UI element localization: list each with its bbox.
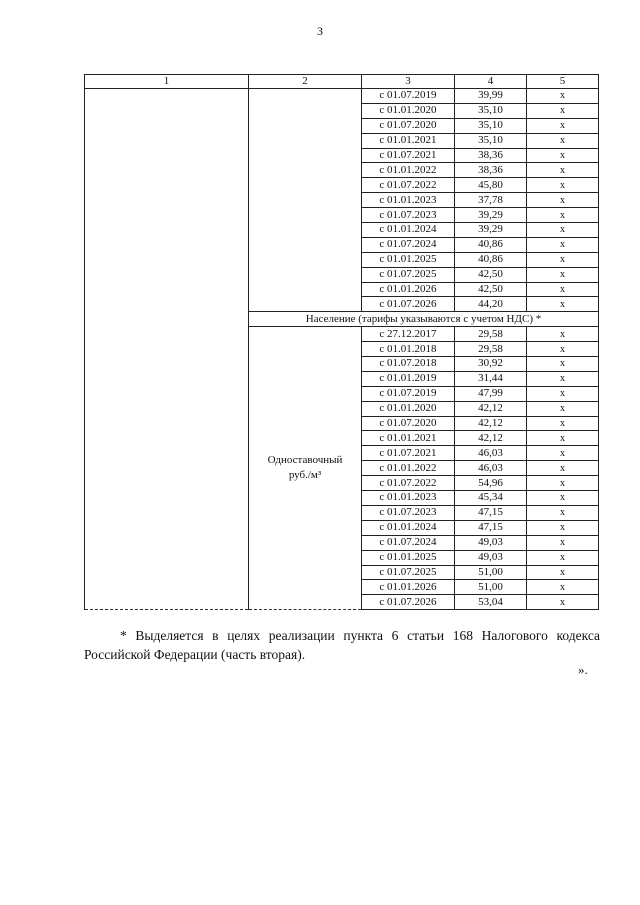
column-header-5: 5 [527, 75, 599, 89]
vat-cell: х [527, 178, 599, 193]
tariff-value-cell: 45,80 [455, 178, 527, 193]
page-number: 3 [317, 24, 323, 38]
tariff-period-cell: с 01.01.2025 [362, 550, 455, 565]
tariff-table [84, 74, 599, 610]
tariff-value-cell: 53,04 [455, 595, 527, 610]
tariff-period-cell: с 01.07.2023 [362, 505, 455, 520]
vat-cell: х [527, 431, 599, 446]
tariff-value-cell: 47,15 [455, 505, 527, 520]
tariff-value-cell: 35,10 [455, 133, 527, 148]
tariff-period-cell: с 01.01.2024 [362, 223, 455, 238]
tariff-period-cell: с 01.07.2019 [362, 386, 455, 401]
vat-cell: х [527, 357, 599, 372]
tariff-period-cell: с 01.07.2023 [362, 208, 455, 223]
tariff-period-cell: с 01.07.2026 [362, 297, 455, 312]
tariff-period-cell: с 01.01.2025 [362, 252, 455, 267]
tariff-period-cell: с 01.07.2022 [362, 476, 455, 491]
tariff-period-cell: с 01.07.2025 [362, 565, 455, 580]
tariff-period-cell: с 01.01.2021 [362, 133, 455, 148]
vat-cell: х [527, 595, 599, 610]
vat-cell: х [527, 565, 599, 580]
vat-cell: х [527, 520, 599, 535]
tariff-period-cell: с 01.01.2023 [362, 193, 455, 208]
tariff-value-cell: 35,10 [455, 103, 527, 118]
column-header-3: 3 [362, 75, 455, 89]
tariff-period-cell: с 01.07.2021 [362, 446, 455, 461]
vat-cell: х [527, 386, 599, 401]
tariff-value-cell: 29,58 [455, 342, 527, 357]
tariff-value-cell: 39,99 [455, 89, 527, 104]
tariff-value-cell: 37,78 [455, 193, 527, 208]
closing-quote-mark: ». [578, 662, 588, 677]
organization-cell [85, 89, 249, 610]
tariff-period-cell: с 01.07.2020 [362, 416, 455, 431]
vat-cell: х [527, 550, 599, 565]
tariff-value-cell: 49,03 [455, 550, 527, 565]
tariff-period-cell: с 01.01.2022 [362, 163, 455, 178]
tariff-value-cell: 42,50 [455, 267, 527, 282]
vat-cell: х [527, 580, 599, 595]
tariff-period-cell: с 01.07.2022 [362, 178, 455, 193]
tariff-period-cell: с 01.07.2019 [362, 89, 455, 104]
tariff-period-cell: с 01.01.2018 [362, 342, 455, 357]
tariff-value-cell: 38,36 [455, 148, 527, 163]
tariff-period-cell: с 01.01.2024 [362, 520, 455, 535]
tariff-period-cell: с 01.01.2023 [362, 491, 455, 506]
tariff-value-cell: 35,10 [455, 118, 527, 133]
table-header-row [85, 75, 599, 89]
vat-cell: х [527, 193, 599, 208]
vat-cell: х [527, 208, 599, 223]
tariff-unit-label: руб./м³ [288, 469, 322, 482]
vat-cell: х [527, 476, 599, 491]
vat-cell: х [527, 327, 599, 342]
vat-cell: х [527, 252, 599, 267]
tariff-period-cell: с 01.01.2020 [362, 103, 455, 118]
vat-cell: х [527, 163, 599, 178]
tariff-period-cell: с 01.01.2026 [362, 580, 455, 595]
tariff-type-cell-upper [249, 89, 362, 312]
tariff-value-cell: 54,96 [455, 476, 527, 491]
tariff-period-cell: с 01.01.2020 [362, 401, 455, 416]
vat-cell: х [527, 342, 599, 357]
tariff-value-cell: 42,12 [455, 416, 527, 431]
table-row [85, 89, 599, 104]
vat-cell: х [527, 461, 599, 476]
tariff-period-cell: с 01.07.2020 [362, 118, 455, 133]
tariff-type-label: Одноставочный [267, 454, 343, 467]
tariff-period-cell: с 01.07.2024 [362, 237, 455, 252]
footnote: * Выделяется в целях реализации пункта 6 статьи 168 Налогового кодекса Российской Федерации (часть вторая). [84, 628, 600, 662]
tariff-value-cell: 49,03 [455, 535, 527, 550]
tariff-value-cell: 29,58 [455, 327, 527, 342]
column-header-1: 1 [85, 75, 249, 89]
tariff-period-cell: с 01.01.2021 [362, 431, 455, 446]
tariff-value-cell: 38,36 [455, 163, 527, 178]
tariff-period-cell: с 01.01.2026 [362, 282, 455, 297]
tariff-period-cell: с 01.07.2018 [362, 357, 455, 372]
tariff-value-cell: 42,12 [455, 401, 527, 416]
tariff-period-cell: с 01.07.2026 [362, 595, 455, 610]
tariff-value-cell: 47,15 [455, 520, 527, 535]
vat-cell: х [527, 282, 599, 297]
vat-cell: х [527, 535, 599, 550]
vat-cell: х [527, 505, 599, 520]
tariff-value-cell: 39,29 [455, 208, 527, 223]
column-header-2: 2 [249, 75, 362, 89]
vat-cell: х [527, 371, 599, 386]
tariff-value-cell: 30,92 [455, 357, 527, 372]
vat-cell: х [527, 297, 599, 312]
tariff-value-cell: 40,86 [455, 252, 527, 267]
vat-cell: х [527, 416, 599, 431]
vat-cell: х [527, 148, 599, 163]
tariff-value-cell: 45,34 [455, 491, 527, 506]
vat-cell: х [527, 133, 599, 148]
vat-cell: х [527, 89, 599, 104]
column-header-4: 4 [455, 75, 527, 89]
vat-cell: х [527, 118, 599, 133]
tariff-value-cell: 42,12 [455, 431, 527, 446]
vat-cell: х [527, 446, 599, 461]
population-header: Население (тарифы указываются с учетом НДС) * [249, 312, 599, 327]
tariff-period-cell: с 01.01.2022 [362, 461, 455, 476]
vat-cell: х [527, 237, 599, 252]
tariff-period-cell: с 01.01.2019 [362, 371, 455, 386]
tariff-type-cell [249, 327, 362, 610]
vat-cell: х [527, 103, 599, 118]
tariff-value-cell: 51,00 [455, 580, 527, 595]
tariff-value-cell: 31,44 [455, 371, 527, 386]
tariff-value-cell: 47,99 [455, 386, 527, 401]
vat-cell: х [527, 223, 599, 238]
tariff-value-cell: 40,86 [455, 237, 527, 252]
tariff-value-cell: 46,03 [455, 461, 527, 476]
tariff-period-cell: с 27.12.2017 [362, 327, 455, 342]
tariff-value-cell: 46,03 [455, 446, 527, 461]
tariff-period-cell: с 01.07.2021 [362, 148, 455, 163]
tariff-value-cell: 42,50 [455, 282, 527, 297]
vat-cell: х [527, 491, 599, 506]
tariff-value-cell: 39,29 [455, 223, 527, 238]
tariff-value-cell: 44,20 [455, 297, 527, 312]
vat-cell: х [527, 401, 599, 416]
vat-cell: х [527, 267, 599, 282]
tariff-period-cell: с 01.07.2025 [362, 267, 455, 282]
tariff-period-cell: с 01.07.2024 [362, 535, 455, 550]
tariff-value-cell: 51,00 [455, 565, 527, 580]
